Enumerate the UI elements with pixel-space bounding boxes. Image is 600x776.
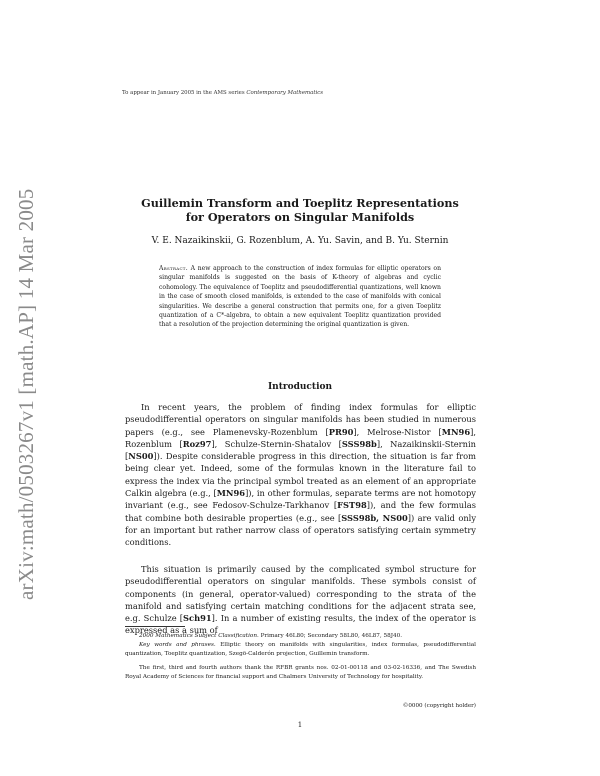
arxiv-stamp: arXiv:math/0503267v1 [math.AP] 14 Mar 2005	[14, 188, 38, 600]
citation[interactable]: PR90	[328, 426, 354, 437]
citation[interactable]: MN96	[216, 488, 246, 499]
footnote-classification: 2000 Mathematics Subject Classification. Primary 46L80; Secondary 58L80, 46L87, 58J40. Key words and phrases. Elliptic theory on manifolds with singularities, index formulas, pseudodifferential quantization, Toeplitz quantization, Szegö-Calderón projection, Guillemin transform.	[125, 633, 476, 658]
citation[interactable]: MN96	[441, 426, 471, 437]
footnote-acknowledgment: The first, third and fourth authors thank the RFBR grants nos. 02-01-00118 and 03-02-16336, and The Swedish Royal Academy of Sciences for financial support and Chalmers University of Technology for hospitality.	[125, 665, 476, 681]
citation[interactable]: FST98	[337, 500, 367, 511]
citation[interactable]: Sch91	[183, 613, 212, 624]
abstract-text: A new approach to the construction of index formulas for elliptic operators on singular manifolds is suggested on the basis of K-theory of algebras and cyclic cohomology. The equivalence of Toeplitz and pseudodifferential quantizations, well known in the case of smooth closed manifolds, is extended to the case of manifolds with conical singularities. We describe a general construction that permits one, for a given Toeplitz quantization of a C*-algebra, to obtain a new equivalent Toeplitz quantization provided that a resolution of the projection determining the original quantization is given.	[159, 265, 442, 329]
page-number: 1	[297, 721, 303, 729]
section-heading: Introduction	[267, 382, 333, 392]
footnote-rule	[125, 626, 185, 627]
paragraph-2: This situation is primarily caused by the complicated symbol structure for pseudodifferential operators on singular manifolds. These symbols consist of components (in general, operator-valued) corresponding to the strata of the manifold and satisfying certain matching conditions for the adjacent strata see, e.g. Schulze [Sch91]. In a number of existing results, the index of the operator is expressed as a sum of	[125, 564, 476, 636]
citation[interactable]: SSS98b	[341, 438, 377, 449]
abstract	[159, 264, 441, 330]
abstract-label: Abstract.	[159, 265, 189, 272]
header-note: To appear in January 2005 in the AMS series Contemporary Mathematics	[122, 90, 324, 96]
copyright: ©0000 (copyright holder)	[402, 703, 476, 709]
title-line-2: for Operators on Singular Manifolds	[185, 210, 415, 224]
citation[interactable]: NS00	[128, 451, 154, 462]
citation[interactable]: SSS98b, NS00	[341, 512, 408, 523]
authors: V. E. Nazaikinskii, G. Rozenblum, A. Yu. Savin, and B. Yu. Sternin	[151, 236, 449, 246]
title-line-1: Guillemin Transform and Toeplitz Representations	[141, 196, 459, 210]
citation[interactable]: Roz97	[182, 438, 212, 449]
paragraph-1: In recent years, the problem of finding index formulas for elliptic pseudodifferential operators on singular manifolds has been studied in numerous papers (e.g., see Plamenevsky-Rozenblum [PR90], Melrose-Nistor [MN96], Rozenblum [Roz97], Schulze-Sternin-Shatalov [SSS98b], Nazaikinskii-Sternin [NS00]). Despite considerable progress in this direction, the situation is far from being clear yet. Indeed, some of the formulas known in the literature fail to express the index via the principal symbol treated as an element of an appropriate Calkin algebra (e.g., [MN96]), in other formulas, separate terms are not homotopy invariant (e.g., see Fedosov-Schulze-Tarkhanov [FST98]), and the few formulas that combine both desirable properties (e.g., see [SSS98b, NS00]) are valid only for an important but rather narrow class of operators satisfying certain symmetry conditions.	[125, 402, 477, 548]
series-name: Contemporary Mathematics	[246, 90, 324, 96]
